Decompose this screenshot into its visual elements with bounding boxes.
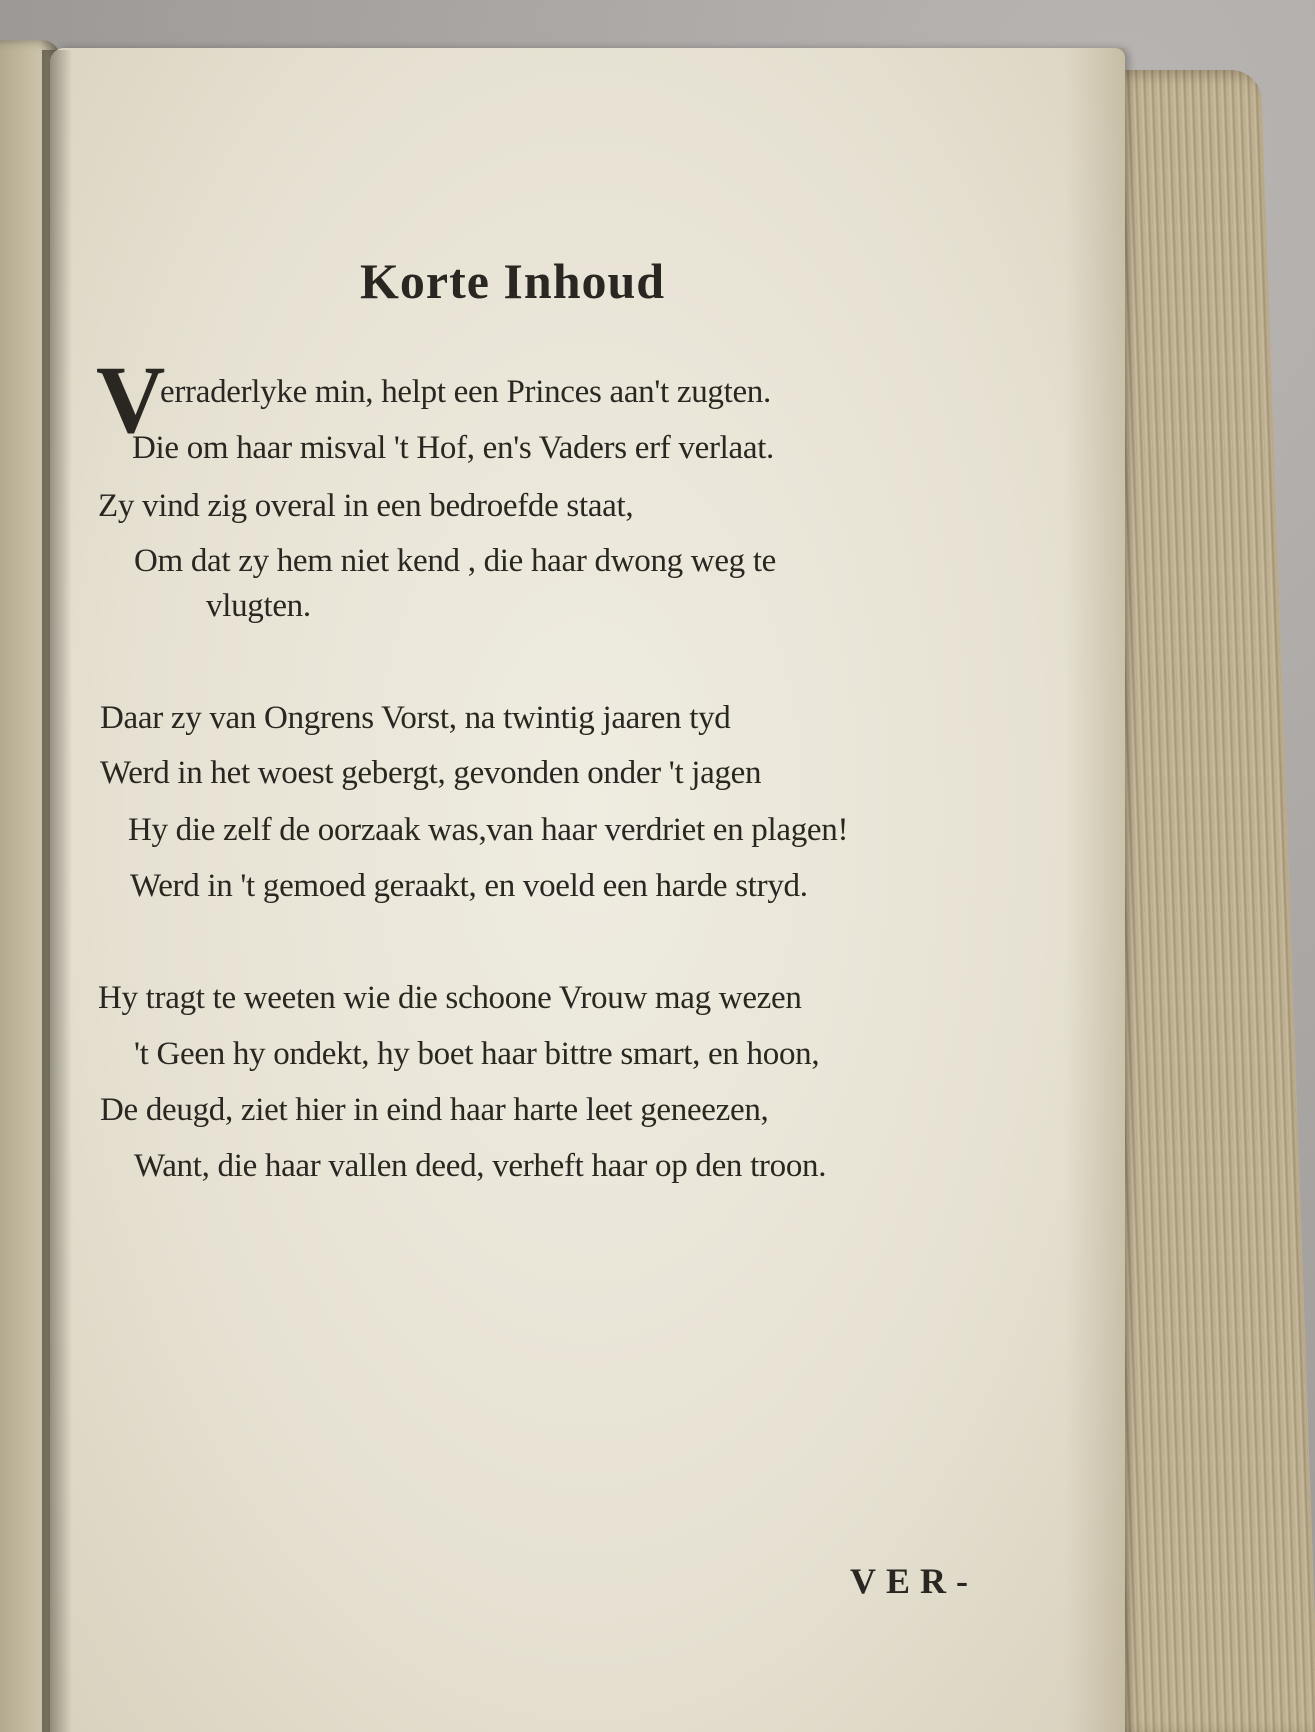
verse-line: Werd in het woest gebergt, gevonden onder 't jagen: [100, 755, 762, 791]
verse-line: vlugten.: [206, 588, 311, 624]
verse-line: Want, die haar vallen deed, verheft haar op den troon.: [134, 1148, 827, 1184]
verse-line: erraderlyke min, helpt een Princes aan't zugten.: [160, 374, 771, 410]
verse-line: 't Geen hy ondekt, hy boet haar bittre smart, en hoon,: [134, 1036, 820, 1072]
page-title: Korte Inhoud: [360, 253, 666, 309]
verse-line: De deugd, ziet hier in eind haar harte leet geneezen,: [100, 1092, 769, 1128]
verse-line: Die om haar misval 't Hof, en's Vaders erf verlaat.: [132, 430, 775, 466]
verse-line: Daar zy van Ongrens Vorst, na twintig jaaren tyd: [100, 700, 731, 736]
verse-line: Om dat zy hem niet kend , die haar dwong weg te: [134, 543, 777, 579]
verse-line: Hy die zelf de oorzaak was,van haar verdriet en plagen!: [128, 812, 849, 848]
verse-line: Werd in 't gemoed geraakt, en voeld een harde stryd.: [130, 868, 808, 904]
catchword: VER-: [850, 1561, 978, 1601]
verse-line: Zy vind zig overal in een bedroefde staat,: [98, 488, 634, 524]
drop-cap: V: [96, 346, 166, 453]
verse-line: Hy tragt te weeten wie die schoone Vrouw mag wezen: [98, 980, 802, 1016]
